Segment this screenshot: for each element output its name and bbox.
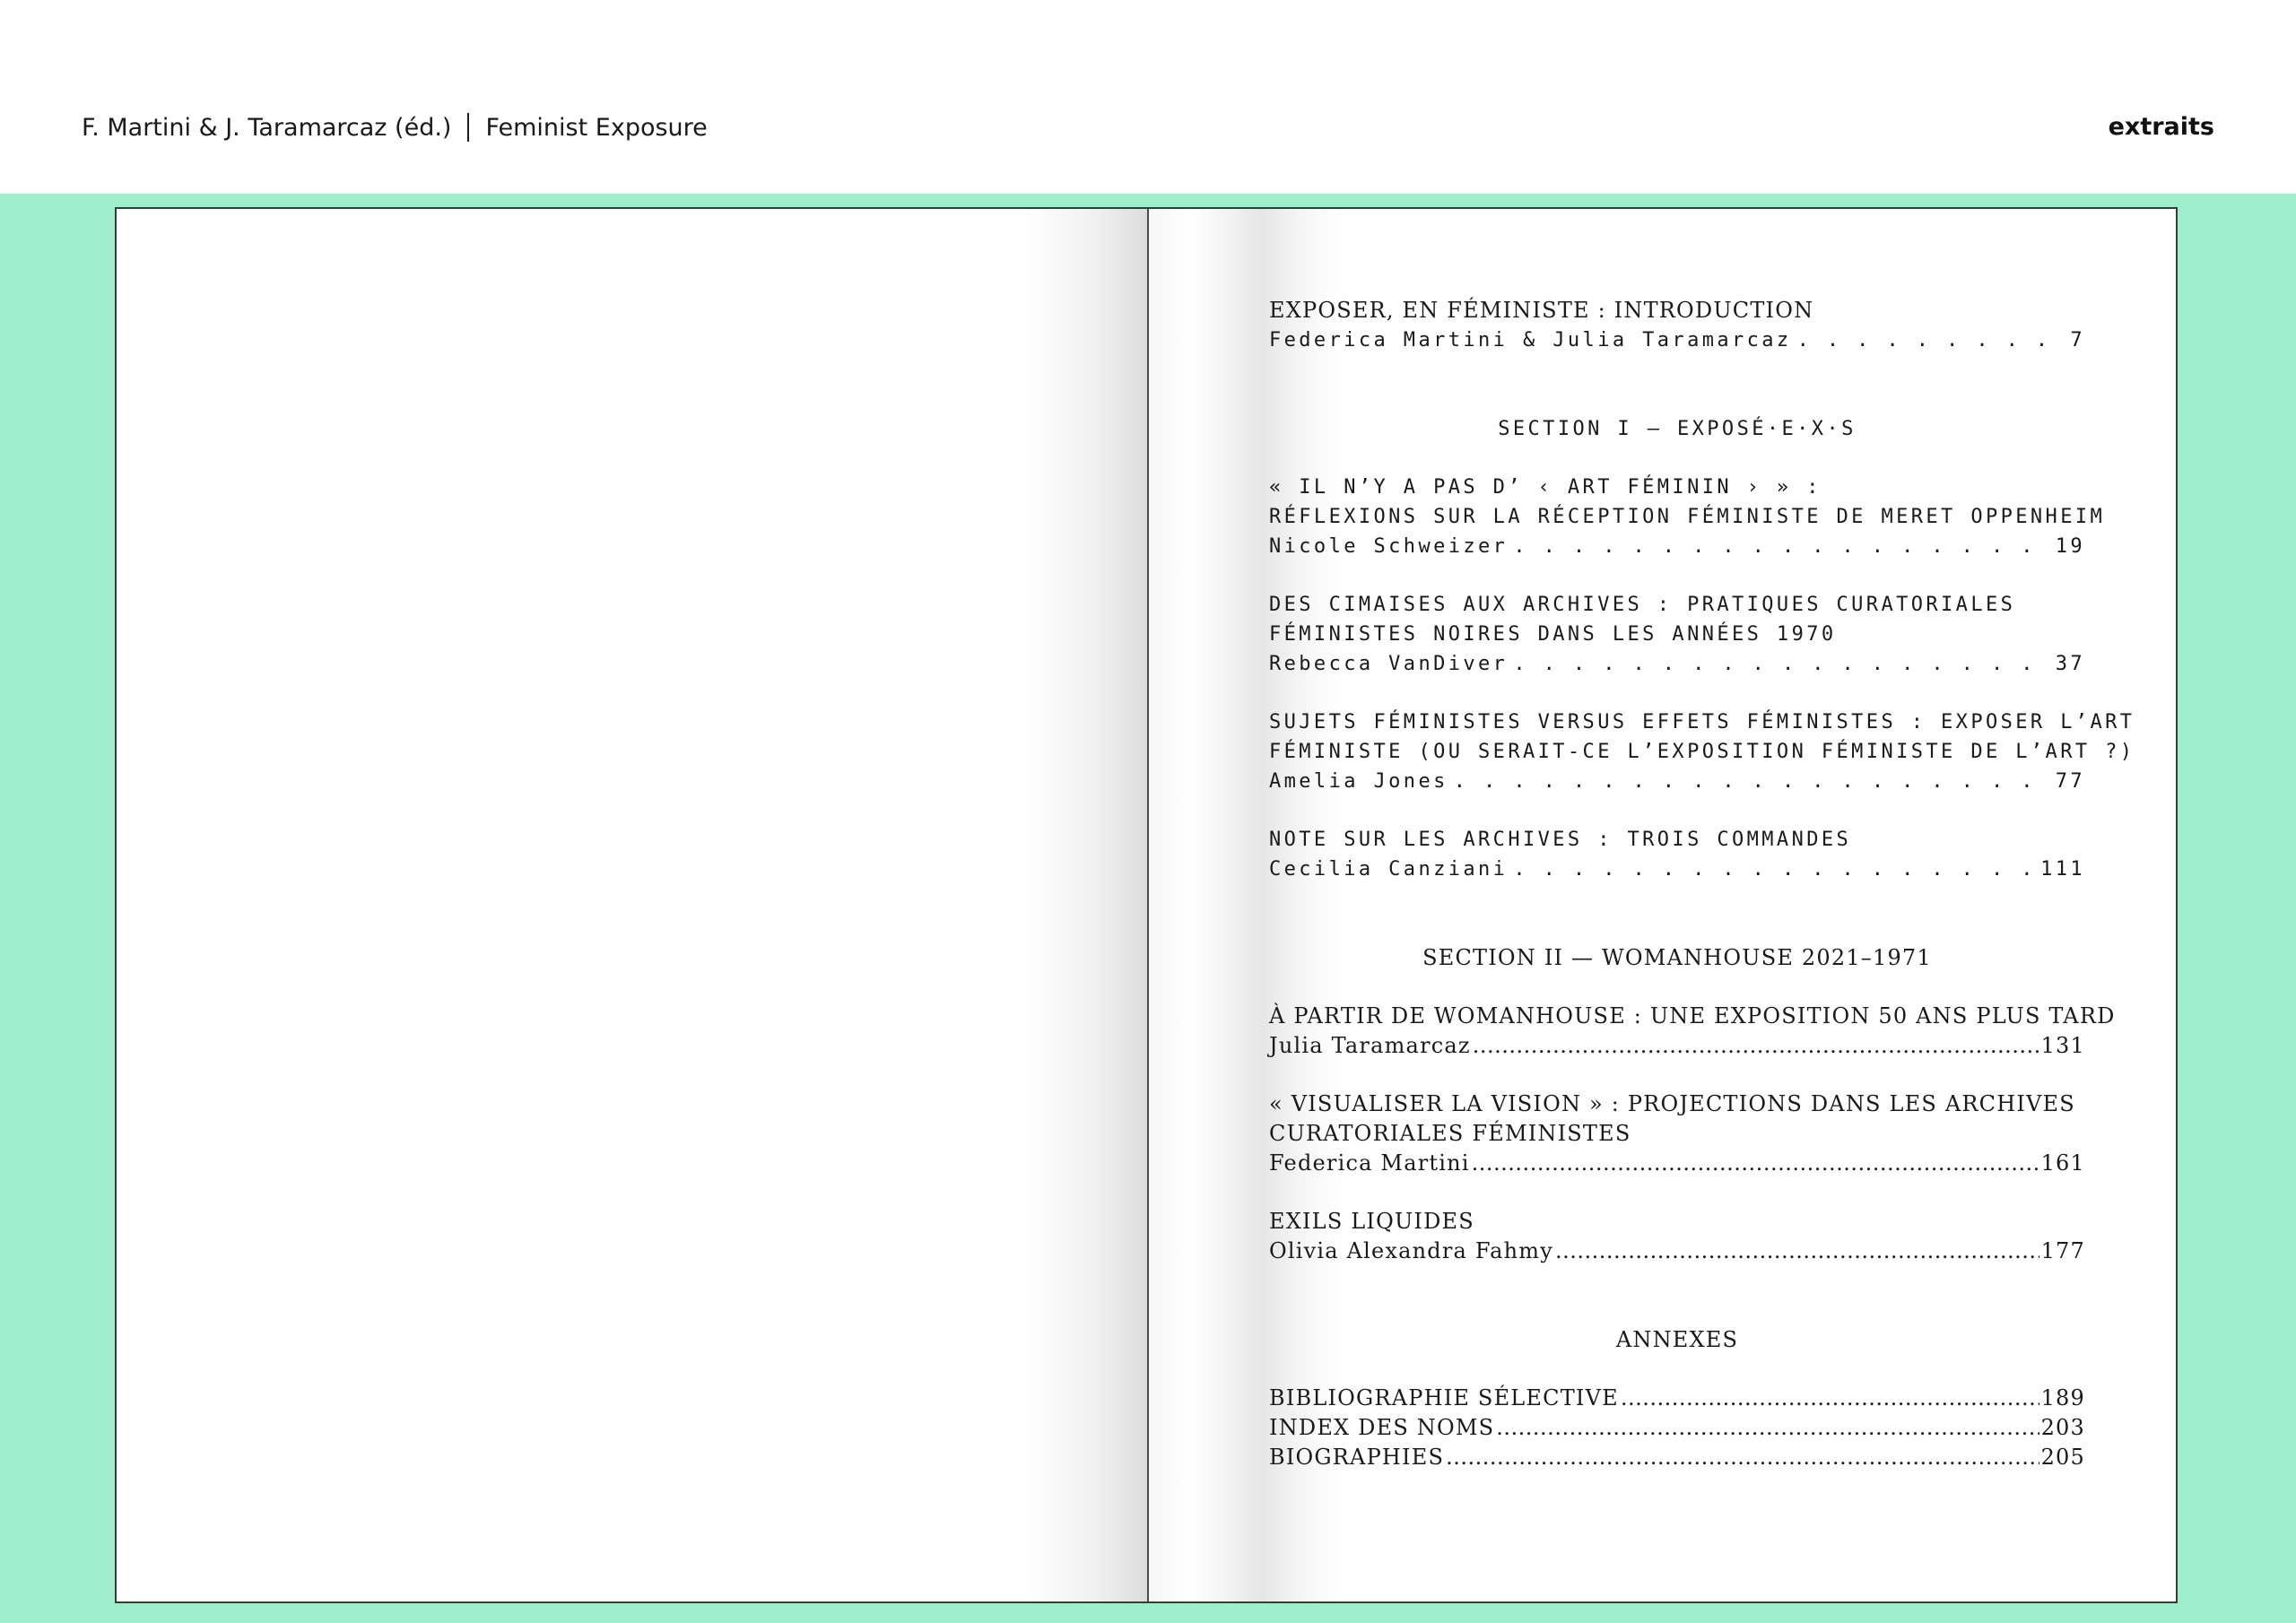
toc-entry[interactable] (1269, 1002, 2116, 1061)
toc-page-number: 203 (2040, 1415, 2085, 1440)
toc-entry-title-line: « IL N’Y A PAS D’ ‹ ART FÉMININ › » : (1269, 476, 1822, 499)
leader-dots (1496, 1413, 2039, 1443)
toc-entry-title-line: EXILS LIQUIDES (1269, 1209, 1474, 1234)
leader-dots (1473, 1031, 2039, 1061)
toc-intro-entry[interactable] (1269, 325, 2085, 355)
toc-entry-title-line: FÉMINISTES NOIRES DANS LES ANNÉES 1970 (1269, 623, 1837, 646)
toc-page-number: 205 (2040, 1445, 2085, 1470)
site-header (0, 0, 2296, 194)
toc-entry-title-line: DES CIMAISES AUX ARCHIVES : PRATIQUES CURATORIALES (1269, 594, 2016, 616)
toc-page-number: 189 (2040, 1385, 2085, 1410)
toc-entry[interactable] (1269, 590, 2085, 679)
toc-entry[interactable] (1269, 473, 2106, 561)
section-heading: ANNEXES (1615, 1327, 1739, 1352)
leader-dots (1513, 649, 2049, 679)
toc-page-number: 19 (2055, 535, 2085, 558)
toc-annex-title: BIBLIOGRAPHIE SÉLECTIVE (1269, 1385, 1619, 1410)
section-heading: SECTION II — WOMANHOUSE 2021–1971 (1422, 945, 1932, 970)
toc-author: Cecilia Canziani (1269, 858, 1509, 881)
toc-entry[interactable] (1269, 1207, 2085, 1266)
toc-annex-entry[interactable] (1269, 1384, 2085, 1413)
toc-author: Amelia Jones (1269, 770, 1448, 793)
leader-dots (1446, 1443, 2039, 1472)
toc-page-number: 37 (2055, 653, 2085, 675)
toc-author: Federica Martini & Julia Taramarcaz (1269, 329, 1792, 352)
toc-entry-title-line: RÉFLEXIONS SUR LA RÉCEPTION FÉMINISTE DE MERET OPPENHEIM (1269, 506, 2106, 528)
toc-entry-title-line: « VISUALISER LA VISION » : PROJECTIONS DANS LES ARCHIVES (1269, 1091, 2075, 1116)
leader-dots (1555, 1237, 2039, 1266)
toc-intro-title: EXPOSER, EN FÉMINISTE : INTRODUCTION (1269, 298, 1814, 323)
table-of-contents (1269, 296, 2135, 1472)
left-page (117, 209, 1148, 1601)
leader-dots (1621, 1384, 2039, 1413)
toc-entry-title-line: À PARTIR DE WOMANHOUSE : UNE EXPOSITION 50 ANS PLUS TARD (1269, 1003, 2116, 1028)
toc-author: Julia Taramarcaz (1269, 1033, 1471, 1058)
toc-annex-entry[interactable] (1269, 1413, 2085, 1443)
extraits-link[interactable]: extraits (2108, 113, 2214, 141)
book-credit (82, 113, 708, 142)
toc-author: Nicole Schweizer (1269, 535, 1509, 558)
toc-entry-title-line: NOTE SUR LES ARCHIVES : TROIS COMMANDES (1269, 829, 1852, 851)
book-authors: F. Martini & J. Taramarcaz (éd.) (82, 113, 452, 142)
toc-page-number: 111 (2040, 858, 2085, 881)
leader-dots (1513, 855, 2035, 884)
toc-page-number: 131 (2040, 1033, 2085, 1058)
toc-entry-title-line: SUJETS FÉMINISTES VERSUS EFFETS FÉMINISTES : EXPOSER L’ART (1269, 711, 2135, 733)
leader-dots (1513, 532, 2049, 561)
toc-page-number: 177 (2040, 1238, 2085, 1263)
toc-entry[interactable] (1269, 1089, 2085, 1178)
toc-author: Federica Martini (1269, 1150, 1470, 1176)
toc-entry[interactable] (1269, 825, 2085, 884)
toc-page-number: 161 (2040, 1150, 2085, 1176)
toc-entry-title-line: CURATORIALES FÉMINISTES (1269, 1121, 1631, 1146)
toc-annex-entry[interactable] (1269, 1443, 2085, 1472)
leader-dots (1454, 767, 2050, 796)
toc-annex-title: INDEX DES NOMS (1269, 1415, 1495, 1440)
toc-author: Olivia Alexandra Fahmy (1269, 1238, 1553, 1263)
leader-dots (1797, 325, 2066, 355)
book-title: Feminist Exposure (485, 113, 708, 142)
toc-page-number: 7 (2070, 329, 2085, 352)
toc-entry-title-line: FÉMINISTE (OU SERAIT-CE L’EXPOSITION FÉMINISTE DE L’ART ?) (1269, 741, 2135, 763)
leader-dots (1472, 1149, 2039, 1178)
toc-author: Rebecca VanDiver (1269, 653, 1509, 675)
toc-annex-title: BIOGRAPHIES (1269, 1445, 1445, 1470)
section-heading: SECTION I — EXPOSÉ·E·X·S (1498, 418, 1857, 440)
divider (467, 113, 469, 142)
toc-page-number: 77 (2055, 770, 2085, 793)
toc-entry[interactable] (1269, 707, 2135, 796)
